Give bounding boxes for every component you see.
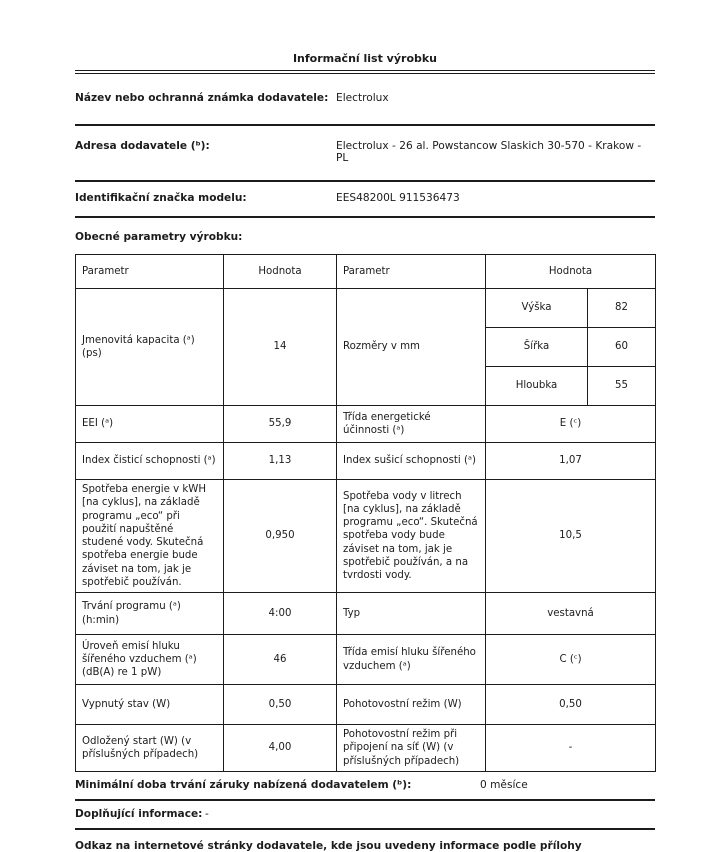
table-header-row <box>76 255 656 289</box>
supplier-address-value: Electrolux - 26 al. Powstancow Slaskich 30-570 - Krakow - PL <box>336 140 642 164</box>
header-value-left: Hodnota <box>224 255 337 289</box>
dim-width-value: 60 <box>588 328 656 367</box>
model-identifier-value: EES48200L 911536473 <box>336 192 460 204</box>
supplier-name-label: Název nebo ochranná známka dodavatele: <box>75 92 329 104</box>
value-noise-class: C (ᶜ) <box>486 635 656 685</box>
param-dimensions: Rozměry v mm <box>337 289 486 406</box>
param-programme-duration: Trvání programu (ᵃ) (h:min) <box>76 593 224 635</box>
param-standby-mode: Pohotovostní režim (W) <box>337 685 486 725</box>
dim-height-label: Výška <box>486 289 588 328</box>
supplier-website-note: Odkaz na internetové stránky dodavatele, kde jsou uvedeny informace podle přílohy <box>75 839 582 852</box>
additional-info-value: - <box>205 807 209 820</box>
header-parameter-right: Parametr <box>337 255 486 289</box>
value-programme-duration: 4:00 <box>224 593 337 635</box>
table-row-energy-water-consumption <box>76 480 656 593</box>
dim-width-label: Šířka <box>486 328 588 367</box>
table-row-duration-type <box>76 593 656 635</box>
value-energy-class: E (ᶜ) <box>486 406 656 443</box>
supplier-address-label: Adresa dodavatele (ᵇ): <box>75 140 210 152</box>
header-parameter-left: Parametr <box>76 255 224 289</box>
supplier-name-row <box>75 74 655 126</box>
value-drying-index: 1,07 <box>486 443 656 480</box>
param-type: Typ <box>337 593 486 635</box>
supplier-name-value: Electrolux <box>336 92 389 104</box>
general-parameters-heading: Obecné parametry výrobku: <box>75 231 243 243</box>
dim-depth-value: 55 <box>588 367 656 406</box>
table-row-capacity-dimensions <box>76 289 656 328</box>
param-cleaning-index: Index čisticí schopnosti (ᵃ) <box>76 443 224 480</box>
value-networked-standby: - <box>486 725 656 772</box>
value-standby-mode: 0,50 <box>486 685 656 725</box>
model-identifier-row <box>75 182 655 218</box>
table-row-noise <box>76 635 656 685</box>
warranty-label: Minimální doba trvání záruky nabízená dodavatelem (ᵇ): <box>75 778 412 791</box>
value-cleaning-index: 1,13 <box>224 443 337 480</box>
parameters-table <box>75 254 656 772</box>
product-information-sheet <box>75 0 655 852</box>
value-off-mode: 0,50 <box>224 685 337 725</box>
param-off-mode: Vypnutý stav (W) <box>76 685 224 725</box>
dim-depth-label: Hloubka <box>486 367 588 406</box>
document-title: Informační list výrobku <box>75 52 655 74</box>
value-delayed-start: 4,00 <box>224 725 337 772</box>
value-energy-consumption: 0,950 <box>224 480 337 593</box>
table-row-delayed-start-networked-standby <box>76 725 656 772</box>
param-delayed-start: Odložený start (W) (v příslušných případech) <box>76 725 224 772</box>
value-rated-capacity: 14 <box>224 289 337 406</box>
param-energy-class: Třída energetické účinnosti (ᵃ) <box>337 406 486 443</box>
warranty-value: 0 měsíce <box>480 778 528 791</box>
param-energy-consumption: Spotřeba energie v kWH [na cyklus], na základě programu „eco“ při použití napuštěné studené vody. Skutečná spotřeba energie bude záviset na tom, jak je spotřebič používán. <box>76 480 224 593</box>
table-row-eei-energy-class <box>76 406 656 443</box>
additional-info-row <box>75 801 655 830</box>
additional-info-label: Doplňující informace: <box>75 807 203 820</box>
value-eei: 55,9 <box>224 406 337 443</box>
value-noise-level: 46 <box>224 635 337 685</box>
dim-height-value: 82 <box>588 289 656 328</box>
param-noise-level: Úroveň emisí hluku šířeného vzduchem (ᵃ) (dB(A) re 1 pW) <box>76 635 224 685</box>
param-water-consumption: Spotřeba vody v litrech [na cyklus], na základě programu „eco“. Skutečná spotřeba vody bude záviset na tom, jak je spotřebič používán, a na tvrdosti vody. <box>337 480 486 593</box>
param-rated-capacity: Jmenovitá kapacita (ᵃ) (ps) <box>76 289 224 406</box>
table-row-off-standby <box>76 685 656 725</box>
param-drying-index: Index sušicí schopnosti (ᵃ) <box>337 443 486 480</box>
header-value-right: Hodnota <box>486 255 656 289</box>
table-row-cleaning-drying-index <box>76 443 656 480</box>
param-networked-standby: Pohotovostní režim při připojení na síť (W) (v příslušných případech) <box>337 725 486 772</box>
model-identifier-label: Identifikační značka modelu: <box>75 192 247 204</box>
supplier-address-row <box>75 126 655 182</box>
param-noise-class: Třída emisí hluku šířeného vzduchem (ᵃ) <box>337 635 486 685</box>
value-type: vestavná <box>486 593 656 635</box>
warranty-row <box>75 772 655 801</box>
param-eei: EEI (ᵃ) <box>76 406 224 443</box>
value-water-consumption: 10,5 <box>486 480 656 593</box>
